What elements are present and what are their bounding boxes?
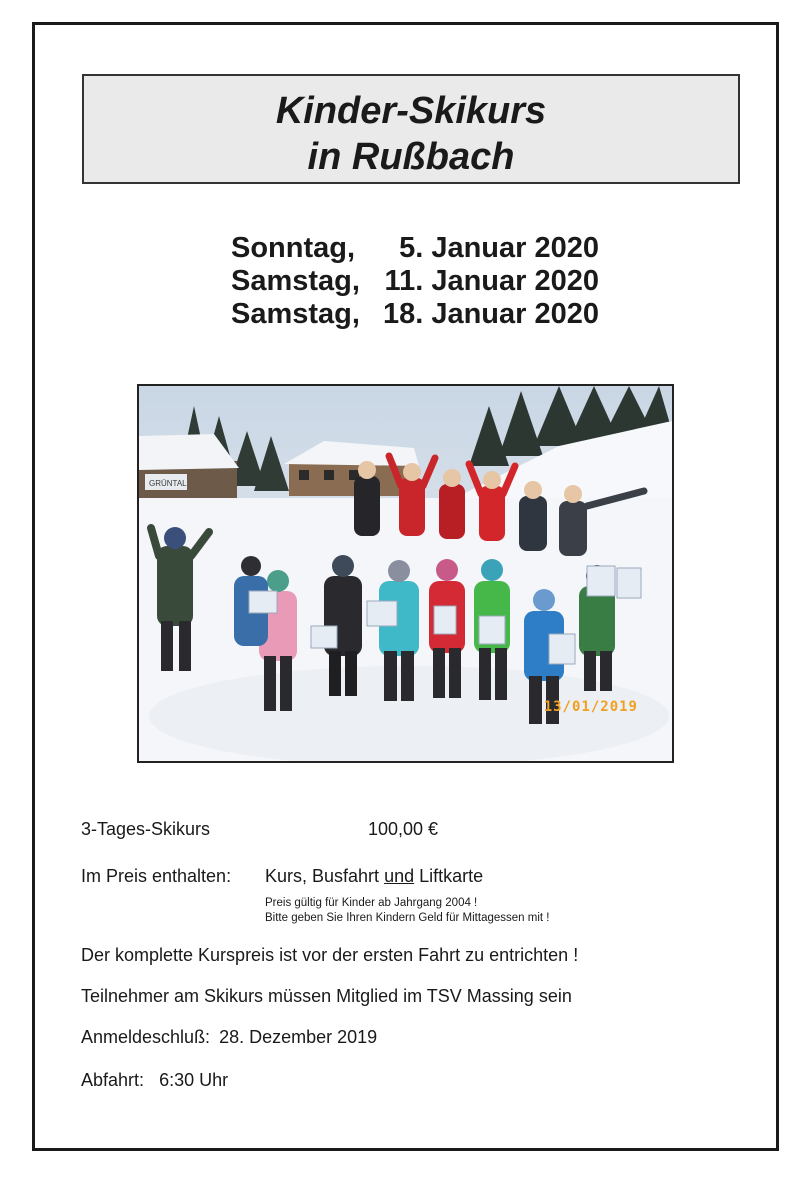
date-value: 5. Januar 2020	[399, 232, 599, 264]
price-note: Preis gültig für Kinder ab Jahrgang 2004 !	[265, 897, 478, 909]
date-day: Samstag,	[231, 265, 360, 297]
date-day: Sonntag,	[231, 232, 356, 264]
membership-note: Teilnehmer am Skikurs müssen Mitglied im TSV Massing sein	[81, 986, 572, 1006]
course-label: 3-Tages-Skikurs	[81, 819, 211, 839]
course-row	[81, 818, 210, 840]
date-value: 18. Januar 2020	[382, 298, 599, 330]
group-photo	[137, 384, 674, 763]
deadline-label: Anmeldeschluß:	[81, 1027, 211, 1047]
date-list	[231, 232, 599, 331]
deadline-value: 28. Dezember 2019	[219, 1027, 378, 1047]
departure-row	[81, 1069, 228, 1091]
included-after: Liftkarte	[419, 866, 484, 886]
course-price: 100,00 €	[368, 819, 439, 839]
included-before: Kurs, Busfahrt	[265, 866, 380, 886]
title-line-1: Kinder-Skikurs	[275, 90, 547, 132]
date-day: Samstag,	[231, 298, 360, 330]
date-row	[231, 298, 599, 331]
departure-value: 6:30 Uhr	[159, 1070, 229, 1090]
title-box	[82, 74, 740, 184]
included-items	[265, 865, 483, 887]
title-line-2: in Rußbach	[307, 136, 515, 178]
date-row	[231, 265, 599, 298]
deadline-row	[81, 1026, 377, 1048]
included-underlined: und	[384, 866, 415, 886]
payment-note: Der komplette Kurspreis ist vor der ersten Fahrt zu entrichten !	[81, 945, 579, 965]
building-sign-text: GRÜNTAL	[149, 479, 187, 488]
date-value: 11. Januar 2020	[384, 265, 599, 297]
departure-label: Abfahrt:	[81, 1070, 145, 1090]
lunch-note: Bitte geben Sie Ihren Kindern Geld für Mittagessen mit !	[265, 912, 550, 924]
included-label: Im Preis enthalten:	[81, 866, 232, 886]
photo-date-stamp: 13/01/2019	[543, 699, 638, 715]
date-row	[231, 232, 599, 265]
